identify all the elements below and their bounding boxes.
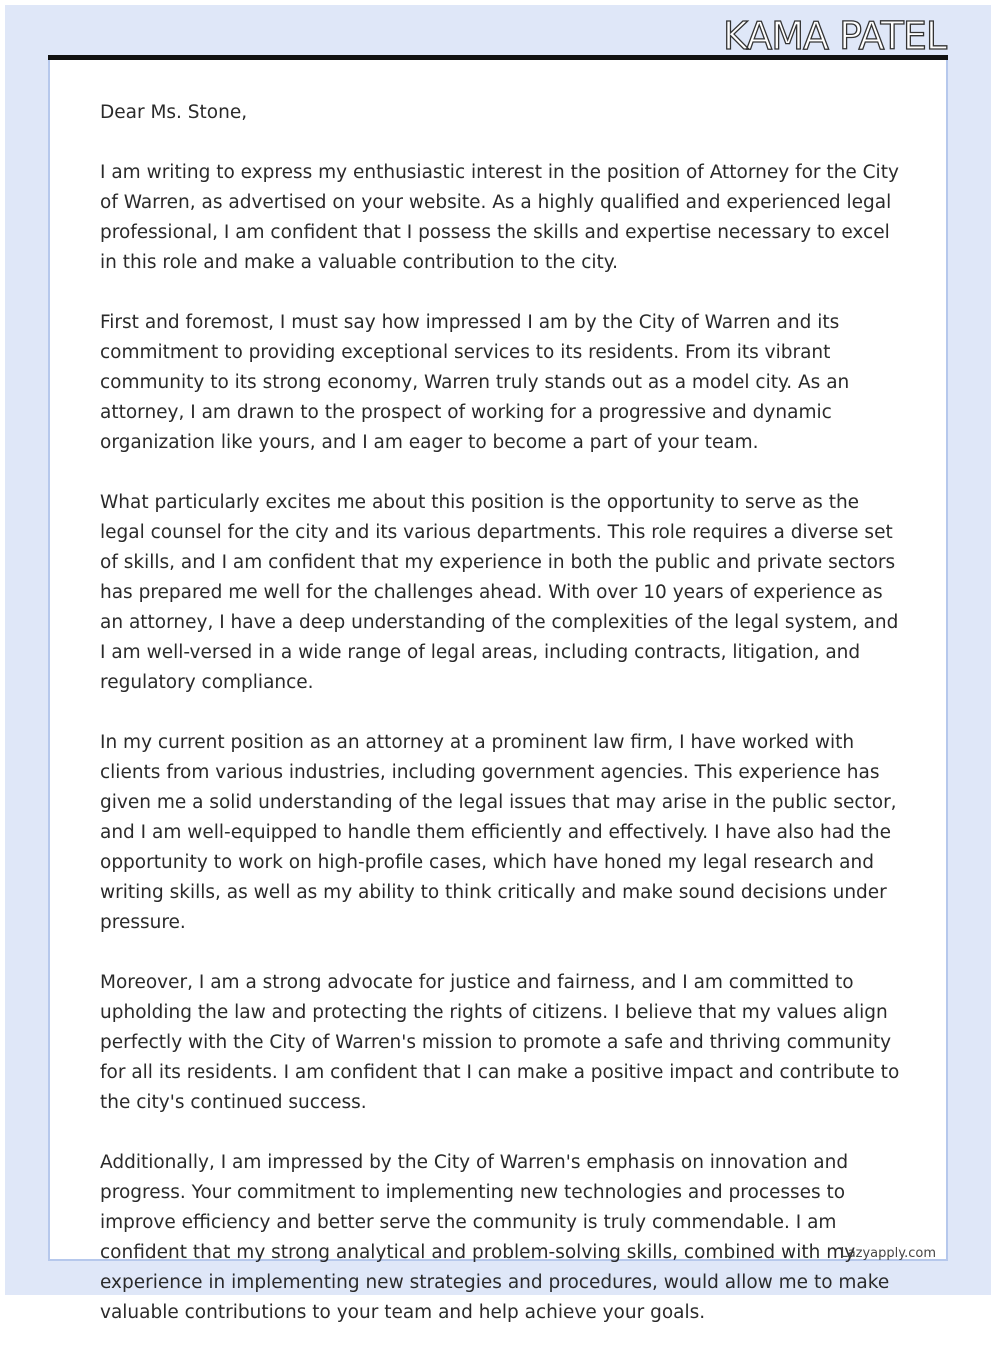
paragraph-1: I am writing to express my enthusiastic interest in the position of Attorney for the City of Warren, as advertised on your website. As a highly qualified and experienced legal professional, I am confident that I possess the skills and expertise necessary to excel in this role and make a valuable contribution to the city. xyxy=(100,162,899,273)
paragraph-6: Additionally, I am impressed by the City of Warren's emphasis on innovation and progress. Your commitment to implementing new technologies and processes to improve efficiency and better serve the community is truly commendable. I am confident that my strong analytical and problem-solving skills, combined with my experience in implementing new strategies and procedures, would allow me to make valuable contributions to your team and help achieve your goals. xyxy=(100,1152,890,1323)
letter-body xyxy=(100,98,900,1358)
paragraph-2: First and foremost, I must say how impressed I am by the City of Warren and its commitment to providing exceptional services to its residents. From its vibrant community to its strong economy, Warren truly stands out as a model city. As an attorney, I am drawn to the prospect of working for a progressive and dynamic organization like yours, and I am eager to become a part of your team. xyxy=(100,312,850,453)
watermark: Lazyapply.com xyxy=(840,1246,936,1261)
salutation: Dear Ms. Stone, xyxy=(100,102,248,123)
paragraph-3: What particularly excites me about this position is the opportunity to serve as the legal counsel for the city and its various departments. This role requires a diverse set of skills, and I am confident that my experience in both the public and private sectors has prepared me well for the challenges ahead. With over 10 years of experience as an attorney, I have a deep understanding of the complexities of the legal system, and I am well-versed in a wide range of legal areas, including contracts, litigation, and regulatory compliance. xyxy=(100,492,899,693)
paragraph-4: In my current position as an attorney at a prominent law firm, I have worked with clients from various industries, including government agencies. This experience has given me a solid understanding of the legal issues that may arise in the public sector, and I am well-equipped to handle them efficiently and effectively. I have also had the opportunity to work on high-profile cases, which have honed my legal research and writing skills, as well as my ability to think critically and make sound decisions under pressure. xyxy=(100,732,897,933)
applicant-name: KAMA PATEL xyxy=(722,14,946,58)
paragraph-5: Moreover, I am a strong advocate for justice and fairness, and I am committed to upholding the law and protecting the rights of citizens. I believe that my values align perfectly with the City of Warren's mission to promote a safe and thriving community for all its residents. I am confident that I can make a positive impact and contribute to the city's continued success. xyxy=(100,972,900,1113)
